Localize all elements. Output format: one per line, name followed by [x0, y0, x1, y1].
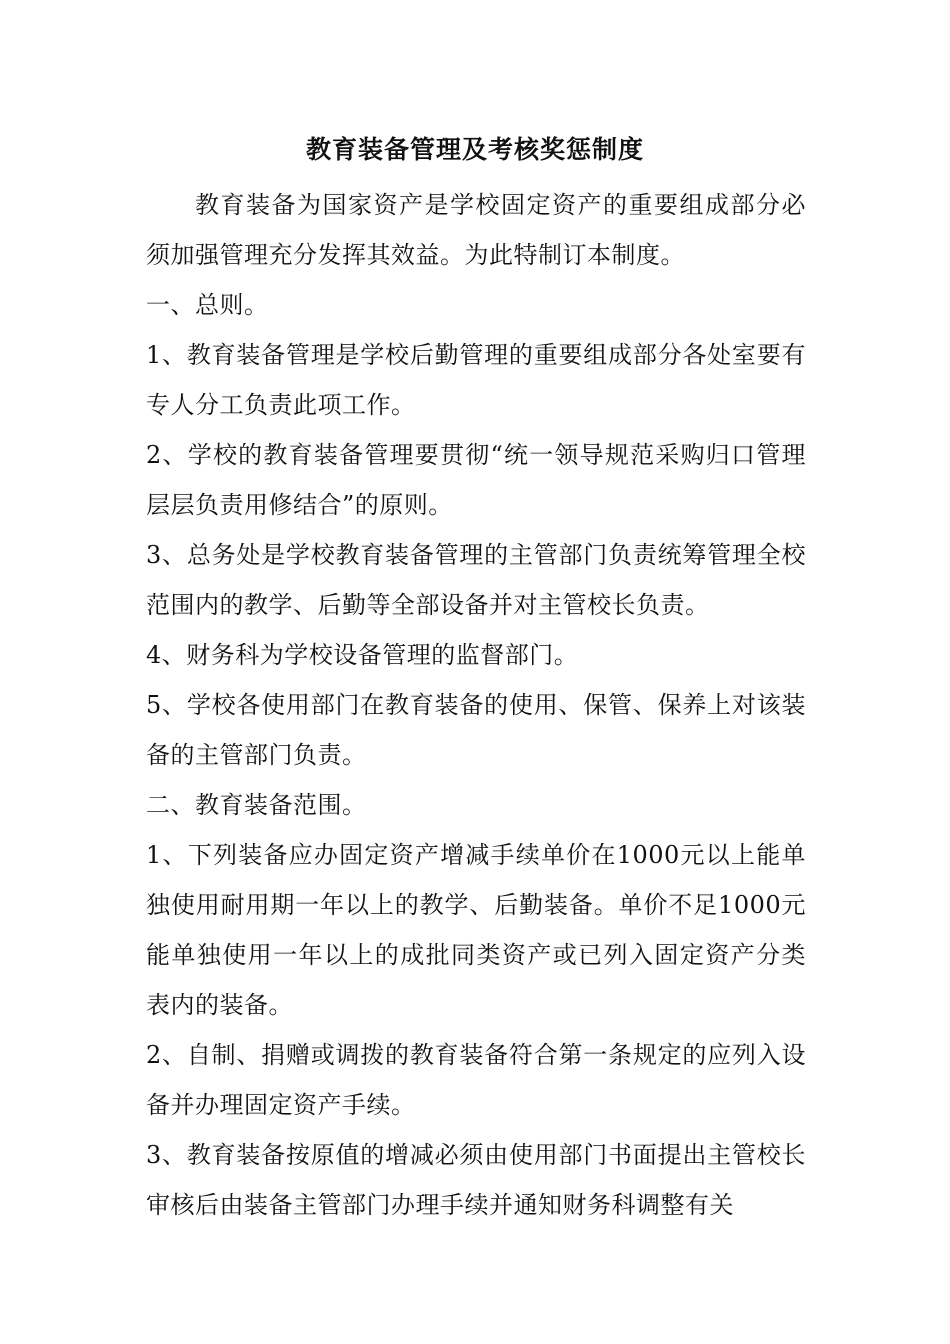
general-item-1: 1、教育装备管理是学校后勤管理的重要组成部分各处室要有专人分工负责此项工作。: [146, 341, 806, 419]
general-item-5: 5、学校各使用部门在教育装备的使用、保管、保养上对该装备的主管部门负责。: [146, 691, 806, 769]
scope-item-1: 1、下列装备应办固定资产增减手续单价在1000元以上能单独使用耐用期一年以上的教学、后勤装备。单价不足1000元能单独使用一年以上的成批同类资产或已列入固定资产分类表内的装备。: [146, 841, 806, 1019]
general-item-3: 3、总务处是学校教育装备管理的主管部门负责统筹管理全校范围内的教学、后勤等全部设备并对主管校长负责。: [146, 541, 806, 619]
document-body: [146, 180, 806, 1230]
section-heading-general: 一、总则。: [146, 291, 269, 319]
section-heading-scope: 二、教育装备范围。: [146, 791, 367, 819]
general-item-4: 4、财务科为学校设备管理的监督部门。: [146, 641, 579, 669]
general-item-2: 2、学校的教育装备管理要贯彻“统一领导规范采购归口管理层层负责用修结合”的原则。: [146, 441, 806, 519]
scope-item-2: 2、自制、捐赠或调拨的教育装备符合第一条规定的应列入设备并办理固定资产手续。: [146, 1041, 806, 1119]
intro-paragraph: 教育装备为国家资产是学校固定资产的重要组成部分必须加强管理充分发挥其效益。为此特制订本制度。: [146, 191, 806, 269]
document-title: 教育装备管理及考核奖惩制度: [305, 135, 644, 164]
scope-item-3: 3、教育装备按原值的增减必须由使用部门书面提出主管校长审核后由装备主管部门办理手续并通知财务科调整有关: [146, 1141, 806, 1219]
